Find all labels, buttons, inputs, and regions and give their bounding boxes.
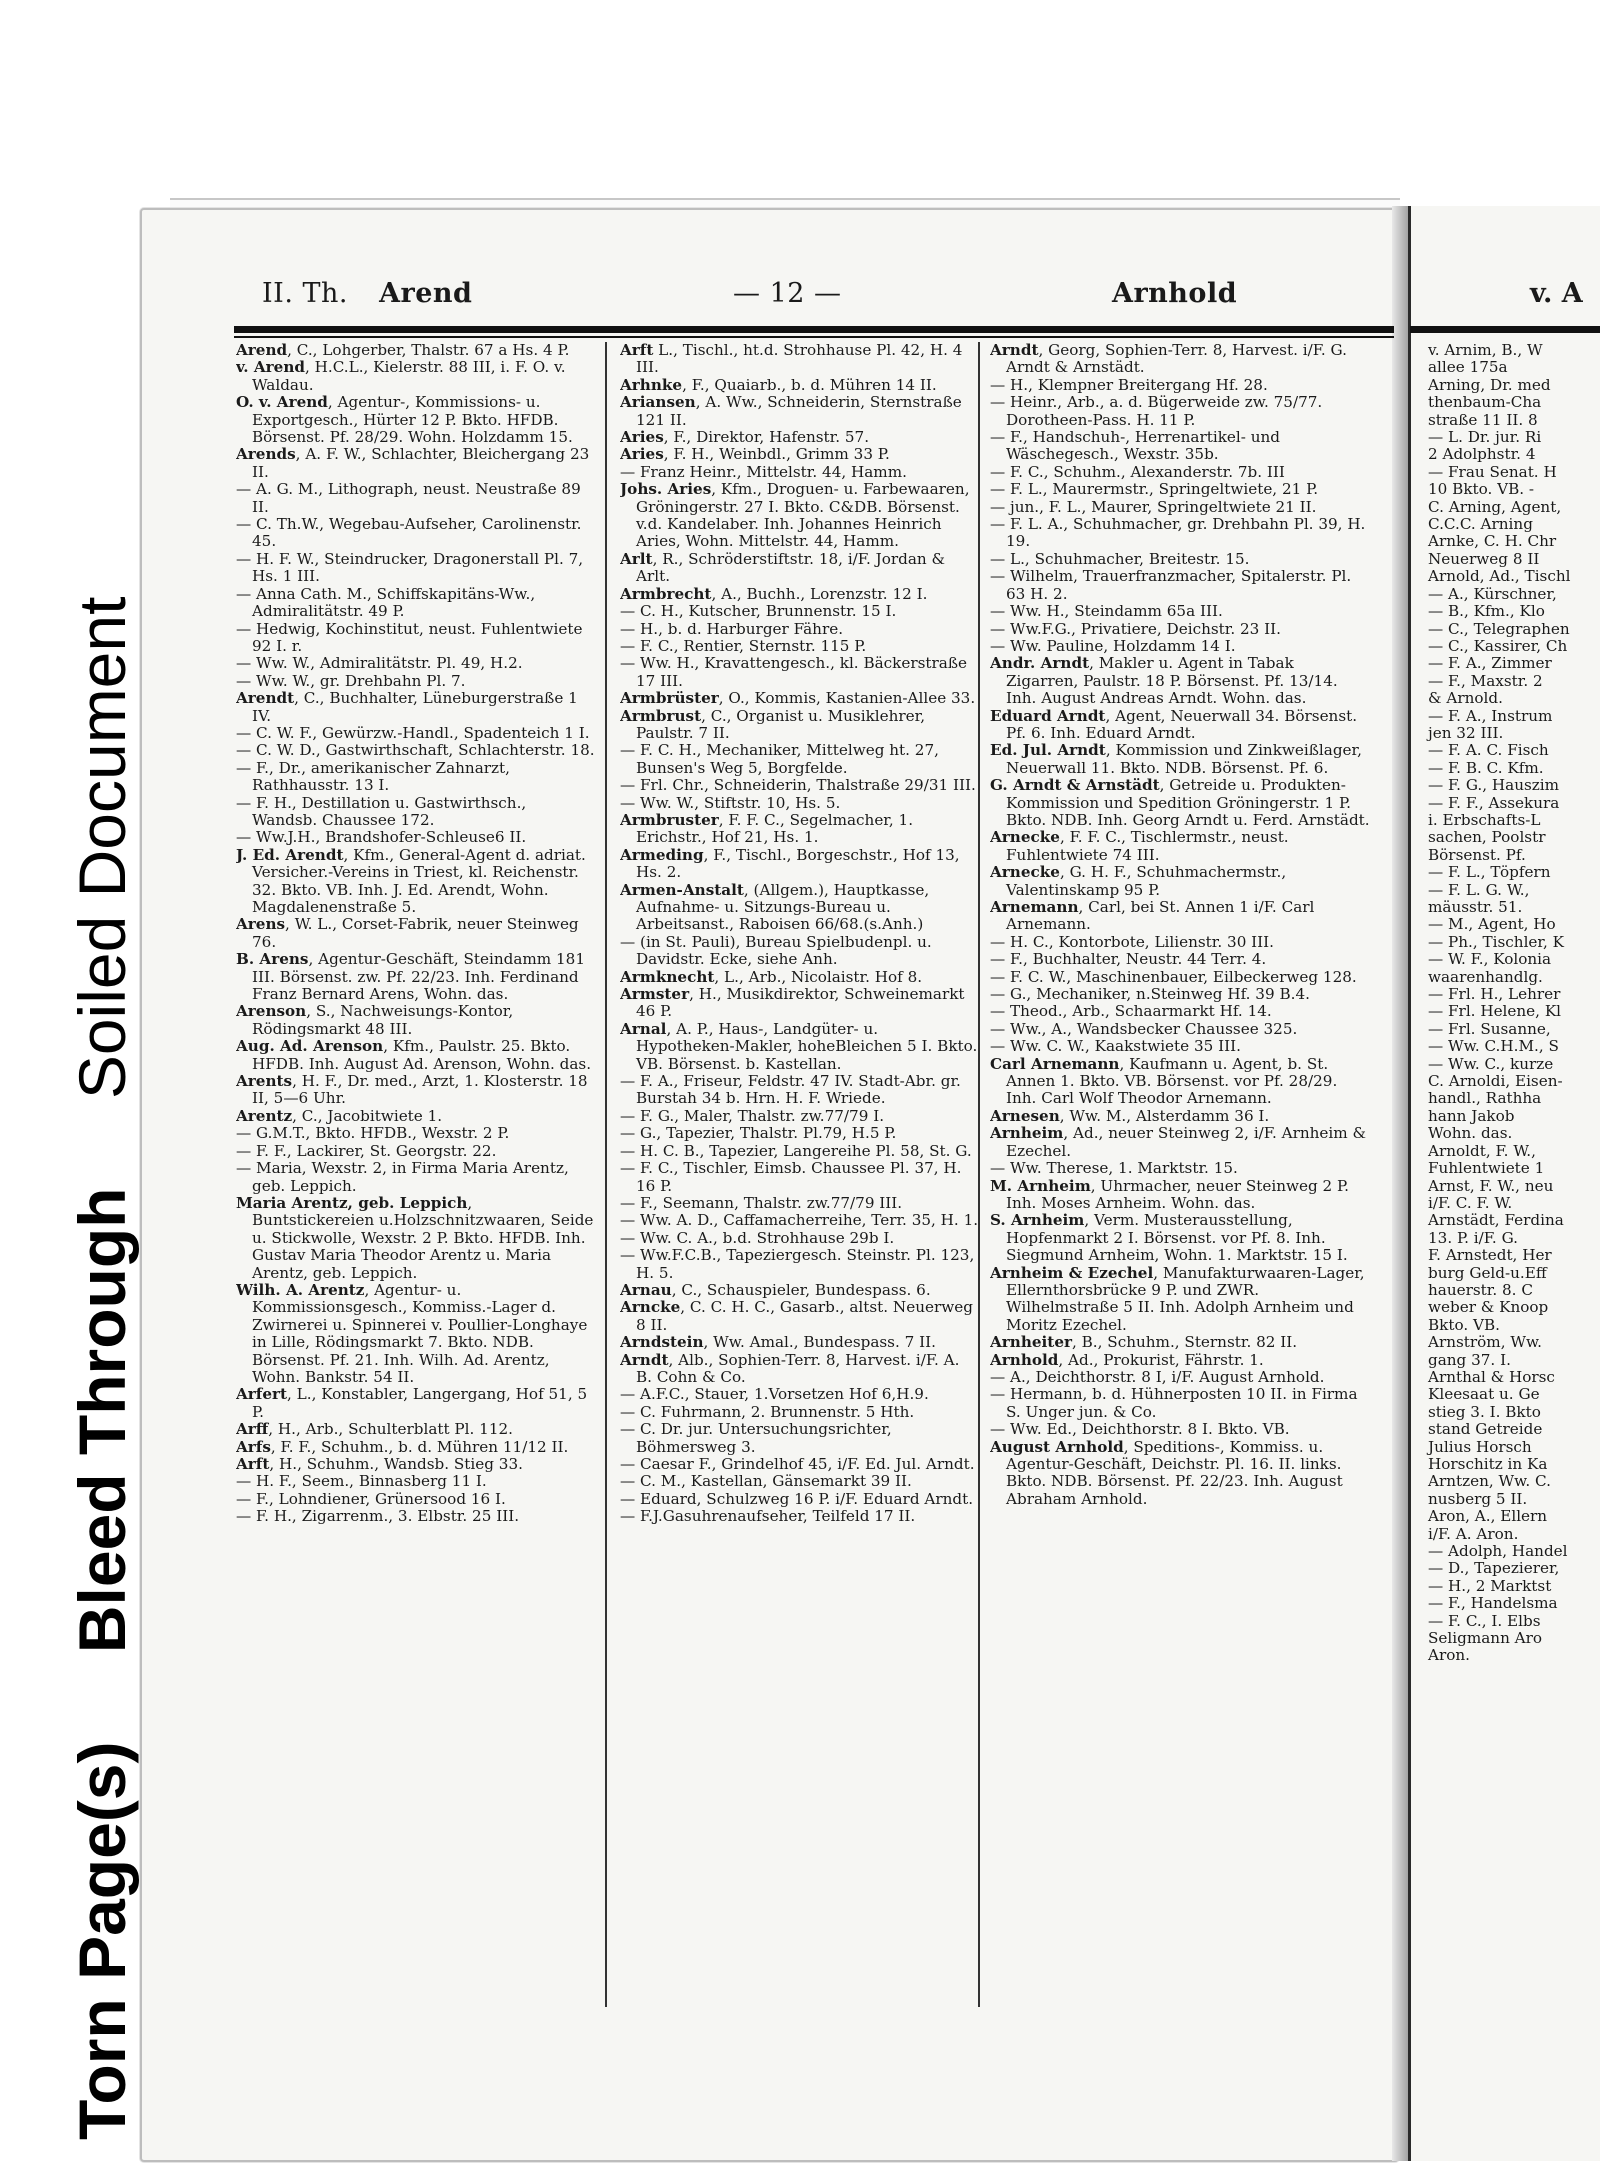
adjacent-line: Arnst, F. W., neu xyxy=(1428,1176,1554,1195)
directory-entry: — Ww. A. D., Caffamacherreihe, Terr. 35, H. 1. xyxy=(620,1211,979,1230)
directory-entry: — F. A., Friseur, Feldstr. 47 IV. Stadt-Abr. gr. Burstah 34 b. Hrn. H. F. Wriede. xyxy=(620,1072,961,1108)
directory-entry: — F. H., Destillation u. Gastwirthsch., Wandsb. Chaussee 172. xyxy=(236,793,527,829)
adjacent-line: Arnström, Ww. xyxy=(1428,1333,1543,1352)
directory-entry: Armbrüster, O., Kommis, Kastanien-Allee 33. xyxy=(620,689,976,708)
directory-entry: Arends, A. F. W., Schlachter, Bleichergang 23 II. xyxy=(236,445,590,481)
directory-entry: — H., Klempner Breitergang Hf. 28. xyxy=(990,375,1268,394)
directory-entry: — Ww. W., Admiralitätstr. Pl. 49, H.2. xyxy=(236,654,523,673)
directory-entry: — C. M., Kastellan, Gänsemarkt 39 II. xyxy=(620,1472,912,1491)
adjacent-line: Arnthal & Horsc xyxy=(1428,1367,1555,1386)
directory-entry: Arndt, Georg, Sophien-Terr. 8, Harvest. i/F. G. Arndt & Arnstädt. xyxy=(990,342,1347,377)
directory-entry: — Hedwig, Kochinstitut, neust. Fuhlentwiete 92 I. r. xyxy=(236,619,583,655)
directory-entry: v. Arend, H.C.L., Kielerstr. 88 III, i. F. O. v. Waldau. xyxy=(236,358,566,394)
directory-entry: Arft L., Tischl., ht.d. Strohhause Pl. 42, H. 4 III. xyxy=(620,342,963,377)
directory-entry: Arendt, C., Buchhalter, Lüneburgerstraße 1 IV. xyxy=(236,689,578,725)
directory-entry: Arents, H. F., Dr. med., Arzt, 1. Klosterstr. 18 II, 5—6 Uhr. xyxy=(236,1072,588,1108)
adjacent-line: allee 175a xyxy=(1428,358,1508,377)
adjacent-line: C.C.C. Arning xyxy=(1428,515,1533,534)
directory-entry: — C. Th.W., Wegebau-Aufseher, Carolinenstr. 45. xyxy=(236,515,582,551)
column-3 xyxy=(990,342,1370,2007)
directory-entry: August Arnhold, Speditions-, Kommiss. u. Agentur-Geschäft, Deichstr. Pl. 16. II. links. Bkto. NDB. Börsenst. Pf. 22/23. Inh. August Abraham Arnhold. xyxy=(990,1437,1343,1508)
adjacent-line: burg Geld-u.Eff xyxy=(1428,1263,1547,1282)
adjacent-line: Kleesaat u. Ge xyxy=(1428,1385,1540,1404)
directory-entry: — H. F., Seem., Binnasberg 11 I. xyxy=(236,1472,487,1491)
directory-entry: — Hermann, b. d. Hühnerposten 10 II. in Firma S. Unger jun. & Co. xyxy=(990,1385,1358,1421)
directory-entry: B. Arens, Agentur-Geschäft, Steindamm 181 III. Börsenst. zw. Pf. 22/23. Inh. Ferdinand Franz Bernard Arens, Wohn. das. xyxy=(236,950,586,1004)
directory-entry: Arft, H., Schuhm., Wandsb. Stieg 33. xyxy=(236,1455,523,1473)
directory-entry: — Ww. H., Kravattengesch., kl. Bäckerstraße 17 III. xyxy=(620,654,967,690)
directory-entry: — Heinr., Arb., a. d. Bügerweide zw. 75/77. Dorotheen-Pass. H. 11 P. xyxy=(990,393,1323,429)
adjacent-line: i. Erbschafts-L xyxy=(1428,810,1541,829)
adjacent-line: — F. A. C. Fisch xyxy=(1428,741,1549,760)
adjacent-line: Wohn. das. xyxy=(1428,1124,1513,1143)
column-2 xyxy=(620,342,980,2007)
directory-entry: Ed. Jul. Arndt, Kommission und Zinkweißlager, Neuerwall 11. Bkto. NDB. Börsenst. Pf. 6. xyxy=(990,741,1362,777)
adjacent-line: Arnoldt, F. W., xyxy=(1428,1141,1536,1160)
directory-entry: Arnesen, Ww. M., Alsterdamm 36 I. xyxy=(990,1106,1270,1125)
directory-entry: — F. C., Tischler, Eimsb. Chaussee Pl. 37, H. 16 P. xyxy=(620,1159,962,1195)
adjacent-line: Seligmann Aro xyxy=(1428,1629,1543,1648)
adjacent-line: Börsenst. Pf. xyxy=(1428,845,1526,864)
directory-entry: Arend, C., Lohgerber, Thalstr. 67 a Hs. 4 P. xyxy=(236,342,570,359)
soiled-document-label: Soiled Document xyxy=(65,596,139,1100)
adjacent-line: — Ww. C., kurze xyxy=(1428,1054,1554,1073)
directory-entry: — (in St. Pauli), Bureau Spielbudenpl. u. Davidstr. Ecke, siehe Anh. xyxy=(620,932,932,969)
directory-entry: Armeding, F., Tischl., Borgeschstr., Hof 13, Hs. 2. xyxy=(620,845,960,882)
directory-entry: Wilh. A. Arentz, Agentur- u. Kommissionsgesch., Kommiss.-Lager d. Zwirnerei u. Spinnerei v. Poullier-Longhaye in Lille, Rödingsmarkt 7. Bkto. NDB. Börsenst. Pf. 21. Inh. Wilh. Ad. Arentz, Wohn. Bankstr. 54 II. xyxy=(236,1280,588,1386)
directory-entry: — Ww.F.G., Privatiere, Deichstr. 23 II. xyxy=(990,619,1281,638)
adjacent-line: v. Arnim, B., W xyxy=(1428,341,1543,359)
directory-entry: S. Arnheim, Verm. Musterausstellung, Hopfenmarkt 2 I. Börsenst. vor Pf. 8. Inh. Siegmund Arnheim, Wohn. 1. Marktstr. 15 I. xyxy=(990,1211,1348,1265)
adjacent-line: Horschitz in Ka xyxy=(1428,1455,1548,1473)
adjacent-line: — Adolph, Handel xyxy=(1428,1542,1568,1561)
adjacent-line: i/F. A. Aron. xyxy=(1428,1524,1519,1543)
adjacent-line: — C., Kassirer, Ch xyxy=(1428,636,1568,655)
directory-entry: Arlt, R., Schröderstiftstr. 18, i/F. Jordan & Arlt. xyxy=(620,549,946,586)
condition-stamp xyxy=(62,290,142,2140)
directory-entry: Arfert, L., Konstabler, Langergang, Hof 51, 5 P. xyxy=(236,1385,588,1421)
adjacent-line: — B., Kfm., Klo xyxy=(1428,602,1545,621)
directory-entry: Arndt, Alb., Sophien-Terr. 8, Harvest. i/F. A. B. Cohn & Co. xyxy=(620,1350,960,1386)
adjacent-line: Arnold, Ad., Tischl xyxy=(1428,567,1571,586)
adjacent-line: Arntzen, Ww. C. xyxy=(1428,1472,1551,1491)
directory-entry: — L., Schuhmacher, Breitestr. 15. xyxy=(990,549,1250,568)
left-catchword: Arend xyxy=(379,278,473,309)
adjacent-line: Bkto. VB. xyxy=(1428,1315,1500,1334)
torn-pages-label: Torn Page(s) xyxy=(65,1741,139,2140)
running-head-left xyxy=(262,278,472,309)
directory-entry: — Ww., A., Wandsbecker Chaussee 325. xyxy=(990,1019,1298,1038)
adjacent-line: — Frl. Susanne, xyxy=(1428,1019,1551,1038)
adjacent-line: weber & Knoop xyxy=(1428,1298,1549,1317)
adjacent-line: — A., Kürschner, xyxy=(1428,584,1557,603)
directory-entry: Armen-Anstalt, (Allgem.), Hauptkasse, Aufnahme- u. Sitzungs-Bureau u. Arbeitsanst., Raboisen 66/68.(s.Anh.) xyxy=(620,880,930,934)
directory-entry: — F., Dr., amerikanischer Zahnarzt, Rathhausstr. 13 I. xyxy=(236,758,510,795)
directory-entry: — Ww.F.C.B., Tapeziergesch. Steinstr. Pl. 123, H. 5. xyxy=(620,1246,975,1282)
adjacent-line: C. Arning, Agent, xyxy=(1428,497,1562,516)
directory-entry: Arff, H., Arb., Schulterblatt Pl. 112. xyxy=(236,1420,513,1439)
adjacent-line: sachen, Poolstr xyxy=(1428,828,1546,847)
header-rule-thin xyxy=(234,336,1394,338)
directory-entry: Arnheiter, B., Schuhm., Sternstr. 82 II. xyxy=(990,1333,1298,1352)
directory-entry: J. Ed. Arendt, Kfm., General-Agent d. adriat. Versicher.-Vereins in Triest, kl. Reichenstr. 32. Bkto. VB. Inh. J. Ed. Arendt, Wohn. Magdalenenstraße 5. xyxy=(236,845,586,916)
directory-entry: — F. L., Maurermstr., Springeltwiete, 21 P. xyxy=(990,480,1319,499)
part-label: II. Th. xyxy=(262,278,348,309)
adjacent-line: — M., Agent, Ho xyxy=(1428,915,1556,934)
directory-entry: Eduard Arndt, Agent, Neuerwall 34. Börsenst. Pf. 6. Inh. Eduard Arndt. xyxy=(990,706,1358,742)
directory-entry: Arfs, F. F., Schuhm., b. d. Mühren 11/12 II. xyxy=(236,1437,569,1456)
directory-entry: — Ww. Pauline, Holzdamm 14 I. xyxy=(990,636,1236,655)
adjacent-line: 10 Bkto. VB. - xyxy=(1428,480,1535,499)
directory-entry: Arndstein, Ww. Amal., Bundespass. 7 II. xyxy=(620,1333,936,1352)
directory-entry: — Theod., Arb., Schaarmarkt Hf. 14. xyxy=(990,1002,1272,1021)
adjacent-line: — F., Handelsma xyxy=(1428,1594,1558,1613)
adjacent-page-head: v. A xyxy=(1530,278,1583,309)
directory-entry: Arnau, C., Schauspieler, Bundespass. 6. xyxy=(620,1280,931,1299)
adjacent-line: — F. A., Instrum xyxy=(1428,706,1553,725)
directory-entry: Maria Arentz, geb. Leppich, Buntstickereien u.Holzschnitzwaaren, Seide u. Stickwolle, Wexstr. 2 P. Bkto. HFDB. Inh. Gustav Maria Theodor Arentz u. Maria Arentz, geb. Leppich. xyxy=(236,1193,594,1282)
adjacent-line: Julius Horsch xyxy=(1428,1437,1532,1456)
directory-entry: — F. H., Zigarrenm., 3. Elbstr. 25 III. xyxy=(236,1507,520,1526)
adjacent-line: — C., Telegraphen xyxy=(1428,619,1570,638)
directory-entry: — F. C., Rentier, Sternstr. 115 P. xyxy=(620,636,867,655)
page-number: — 12 — xyxy=(733,278,842,309)
adjacent-line: — D., Tapezierer, xyxy=(1428,1559,1560,1578)
directory-entry: Armbrecht, A., Buchh., Lorenzstr. 12 I. xyxy=(620,584,928,603)
adjacent-line: handl., Rathha xyxy=(1428,1089,1542,1108)
directory-entry: — C. Fuhrmann, 2. Brunnenstr. 5 Hth. xyxy=(620,1402,915,1421)
adjacent-line: — F. C., I. Elbs xyxy=(1428,1611,1541,1630)
directory-entry: Ariansen, A. Ww., Schneiderin, Sternstraße 121 II. xyxy=(620,393,962,429)
directory-entry: — Ww. Therese, 1. Marktstr. 15. xyxy=(990,1159,1238,1178)
adjacent-line: — Frau Senat. H xyxy=(1428,462,1557,481)
directory-entry: Arncke, C. C. H. C., Gasarb., altst. Neuerweg 8 II. xyxy=(620,1298,973,1334)
directory-entry: — F., Seemann, Thalstr. zw.77/79 III. xyxy=(620,1193,903,1212)
directory-entry: — Ww. C. W., Kaakstwiete 35 III. xyxy=(990,1037,1241,1056)
adjacent-line: Aron. xyxy=(1428,1646,1470,1665)
directory-entry: — A. G. M., Lithograph, neust. Neustraße 89 II. xyxy=(236,480,581,516)
directory-entry: Arenson, S., Nachweisungs-Kontor, Rödingsmarkt 48 III. xyxy=(236,1002,514,1038)
adjacent-line: 13. P. i/F. G. xyxy=(1428,1228,1518,1247)
directory-entry: Arnheim & Ezechel, Manufakturwaaren-Lager, Ellernthorsbrücke 9 P. und ZWR. Wilhelmstraße 5 II. Inh. Adolph Arnheim und Moritz Ezechel. xyxy=(990,1263,1365,1334)
header-rule xyxy=(234,326,1394,333)
adjacent-line: — H., 2 Marktst xyxy=(1428,1576,1552,1595)
directory-entry: — F., Handschuh-, Herrenartikel- und Wäschegesch., Wexstr. 35b. xyxy=(990,428,1280,464)
directory-entry: — G., Tapezier, Thalstr. Pl.79, H.5 P. xyxy=(620,1124,897,1143)
directory-entry: Armbrust, C., Organist u. Musiklehrer, Paulstr. 7 II. xyxy=(620,706,926,742)
directory-entry: — Wilhelm, Trauerfranzmacher, Spitalerstr. Pl. 63 H. 2. xyxy=(990,567,1352,603)
directory-entry: — Frl. Chr., Schneiderin, Thalstraße 29/31 III. xyxy=(620,776,976,795)
directory-entry: — G.M.T., Bkto. HFDB., Wexstr. 2 P. xyxy=(236,1124,510,1143)
directory-entry: Arnheim, Ad., neuer Steinweg 2, i/F. Arnheim & Ezechel. xyxy=(990,1124,1367,1160)
adjacent-line: — Frl. Helene, Kl xyxy=(1428,1002,1562,1021)
adjacent-line: Aron, A., Ellern xyxy=(1428,1507,1548,1526)
directory-entry: Armbruster, F. F. C., Segelmacher, 1. Erichstr., Hof 21, Hs. 1. xyxy=(620,810,914,847)
adjacent-line: — F., Maxstr. 2 xyxy=(1428,671,1543,690)
directory-entry: — Franz Heinr., Mittelstr. 44, Hamm. xyxy=(620,462,907,481)
directory-entry: Arentz, C., Jacobitwiete 1. xyxy=(236,1106,443,1125)
directory-entry: — Ww.J.H., Brandshofer-Schleuse6 II. xyxy=(236,828,527,847)
adjacent-line: Fuhlentwiete 1 xyxy=(1428,1159,1545,1178)
directory-entry: — C. W. D., Gastwirthschaft, Schlachterstr. 18. xyxy=(236,741,595,760)
directory-entry: M. Arnheim, Uhrmacher, neuer Steinweg 2 P. Inh. Moses Arnheim. Wohn. das. xyxy=(990,1176,1349,1212)
directory-entry: Arhnke, F., Quaiarb., b. d. Mühren 14 II. xyxy=(620,375,937,394)
directory-entry: — H. C., Kontorbote, Lilienstr. 30 III. xyxy=(990,932,1275,951)
directory-entry: O. v. Arend, Agentur-, Kommissions- u. Exportgesch., Hürter 12 P. Bkto. HFDB. Börsenst. Pf. 28/29. Wohn. Holzdamm 15. xyxy=(236,393,573,447)
directory-entry: — Ww. W., gr. Drehbahn Pl. 7. xyxy=(236,671,466,690)
directory-entry: — F. F., Lackirer, St. Georgstr. 22. xyxy=(236,1141,497,1160)
directory-entry: — Ww. W., Stiftstr. 10, Hs. 5. xyxy=(620,793,841,812)
directory-entry: — Ww. H., Steindamm 65a III. xyxy=(990,602,1223,621)
adjacent-line: jen 32 III. xyxy=(1428,723,1504,742)
adjacent-line: — L. Dr. jur. Ri xyxy=(1428,428,1542,447)
directory-entry: — F. G., Maler, Thalstr. zw.77/79 I. xyxy=(620,1106,885,1125)
directory-entry: — C. H., Kutscher, Brunnenstr. 15 I. xyxy=(620,602,897,621)
directory-entry: Armknecht, L., Arb., Nicolaistr. Hof 8. xyxy=(620,967,923,986)
directory-entry: — A.F.C., Stauer, 1.Vorsetzen Hof 6,H.9. xyxy=(620,1385,929,1404)
adjacent-line: — F. G., Hauszim xyxy=(1428,776,1560,795)
adjacent-line: — F. L. G. W., xyxy=(1428,880,1530,899)
directory-entry: Arnecke, G. H. F., Schuhmachermstr., Valentinskamp 95 P. xyxy=(990,863,1287,899)
adjacent-line: C. Arnoldi, Eisen- xyxy=(1428,1072,1563,1091)
bleed-through-label: Bleed Through xyxy=(65,1187,139,1654)
adjacent-line: — F. A., Zimmer xyxy=(1428,654,1552,673)
directory-entry: — Ww. C. A., b.d. Strohhause 29b I. xyxy=(620,1228,895,1247)
column-divider xyxy=(978,342,980,2007)
directory-entry: Carl Arnemann, Kaufmann u. Agent, b. St. Annen 1. Bkto. VB. Börsenst. vor Pf. 28/29. Inh. Carl Wolf Theodor Arnemann. xyxy=(990,1054,1338,1108)
adjacent-line: Neuerweg 8 II xyxy=(1428,549,1540,568)
directory-entry: Andr. Arndt, Makler u. Agent in Tabak Zigarren, Paulstr. 18 P. Börsenst. Pf. 13/14. Inh. August Andreas Arndt. Wohn. das. xyxy=(990,654,1338,708)
adjacent-line: — F. F., Assekura xyxy=(1428,793,1560,812)
directory-entry: Aries, F. H., Weinbdl., Grimm 33 P. xyxy=(620,445,890,464)
adjacent-line: hann Jakob xyxy=(1428,1106,1515,1125)
directory-entry: — F. L. A., Schuhmacher, gr. Drehbahn Pl. 39, H. 19. xyxy=(990,515,1366,551)
directory-entry: — Caesar F., Grindelhof 45, i/F. Ed. Jul. Arndt. xyxy=(620,1455,975,1473)
directory-entry: Johs. Aries, Kfm., Droguen- u. Farbewaaren, Gröningerstr. 27 I. Bkto. C&DB. Börsenst. v.d. Kandelaber. Inh. Johannes Heinrich Aries, Wohn. Mittelstr. 44, Hamm. xyxy=(620,480,970,551)
adjacent-line: — F. B. C. Kfm. xyxy=(1428,758,1544,777)
adjacent-line: — W. F., Kolonia xyxy=(1428,950,1552,969)
column-divider xyxy=(605,342,607,2007)
adjacent-line: stand Getreide xyxy=(1428,1420,1543,1439)
directory-entry: G. Arndt & Arnstädt, Getreide u. Produkten-Kommission und Spedition Gröningerstr. 1 P. Bkto. NDB. Inh. Georg Arndt u. Ferd. Arnstädt. xyxy=(990,776,1370,829)
adjacent-line: mäusstr. 51. xyxy=(1428,898,1523,916)
adjacent-line: i/F. C. F. W. xyxy=(1428,1193,1513,1212)
directory-entry: — H. C. B., Tapezier, Langereihe Pl. 58, St. G. xyxy=(620,1141,972,1160)
directory-entry: Arnhold, Ad., Prokurist, Fährstr. 1. xyxy=(990,1350,1264,1369)
column-1 xyxy=(236,342,596,2007)
adjacent-line: straße 11 II. 8 xyxy=(1428,410,1538,429)
directory-entry: — F. C. W., Maschinenbauer, Eilbeckerweg 128. xyxy=(990,967,1357,986)
adjacent-line: & Arnold. xyxy=(1428,689,1503,708)
directory-entry: — A., Deichthorstr. 8 I, i/F. August Arnhold. xyxy=(990,1367,1325,1386)
directory-entry: — Anna Cath. M., Schiffskapitäns-Ww., Admiralitätstr. 49 P. xyxy=(236,584,536,621)
adjacent-line: — Ph., Tischler, K xyxy=(1428,932,1565,951)
adjacent-line: 2 Adolphstr. 4 xyxy=(1428,445,1536,464)
directory-entry: Aries, F., Direktor, Hafenstr. 57. xyxy=(620,428,870,447)
directory-entry: Arnecke, F. F. C., Tischlermstr., neust. Fuhlentwiete 74 III. xyxy=(990,828,1289,864)
adjacent-line: waarenhandlg. xyxy=(1428,967,1543,986)
directory-entry: Armster, H., Musikdirektor, Schweinemarkt 46 P. xyxy=(620,985,965,1021)
adjacent-line: gang 37. I. xyxy=(1428,1350,1511,1369)
directory-entry: Arnemann, Carl, bei St. Annen 1 i/F. Carl Arnemann. xyxy=(990,898,1315,934)
directory-entry: — F.J.Gasuhrenaufseher, Teilfeld 17 II. xyxy=(620,1507,916,1526)
adjacent-line: hauerstr. 8. C xyxy=(1428,1280,1533,1299)
adjacent-line: nusberg 5 II. xyxy=(1428,1489,1528,1508)
adjacent-header-rule xyxy=(1410,326,1600,333)
directory-entry: — G., Mechaniker, n.Steinweg Hf. 39 B.4. xyxy=(990,985,1310,1004)
directory-entry: — F., Buchhalter, Neustr. 44 Terr. 4. xyxy=(990,950,1267,969)
adjacent-line: — Frl. H., Lehrer xyxy=(1428,985,1561,1004)
adjacent-page-column xyxy=(1428,342,1600,1665)
adjacent-line: stieg 3. I. Bkto xyxy=(1428,1402,1541,1421)
directory-entry: — Eduard, Schulzweg 16 P. i/F. Eduard Arndt. xyxy=(620,1489,974,1508)
directory-entry: — Ww. Ed., Deichthorstr. 8 I. Bkto. VB. xyxy=(990,1420,1290,1439)
adjacent-line: Arnke, C. H. Chr xyxy=(1428,532,1557,551)
right-catchword: Arnhold xyxy=(1112,278,1238,309)
directory-entry: Arens, W. L., Corset-Fabrik, neuer Steinweg 76. xyxy=(236,915,579,951)
directory-entry: Aug. Ad. Arenson, Kfm., Paulstr. 25. Bkto. HFDB. Inh. August Ad. Arenson, Wohn. das. xyxy=(236,1037,592,1073)
directory-entry: — F. C. H., Mechaniker, Mittelweg ht. 27, Bunsen's Weg 5, Borgfelde. xyxy=(620,741,939,777)
directory-entry: Arnal, A. P., Haus-, Landgüter- u. Hypotheken-Makler, hoheBleichen 5 I. Bkto. VB. Börsenst. b. Kastellan. xyxy=(620,1019,978,1073)
directory-entry: — F. C., Schuhm., Alexanderstr. 7b. III xyxy=(990,462,1285,481)
directory-entry: — H., b. d. Harburger Fähre. xyxy=(620,619,844,638)
directory-entry: — F., Lohndiener, Grünersood 16 I. xyxy=(236,1489,506,1508)
adjacent-line: — Ww. C.H.M., S xyxy=(1428,1037,1559,1056)
directory-entry: — C. Dr. jur. Untersuchungsrichter, Böhmersweg 3. xyxy=(620,1420,892,1456)
adjacent-line: Arning, Dr. med xyxy=(1428,375,1551,394)
directory-entry: — Maria, Wexstr. 2, in Firma Maria Arentz, geb. Leppich. xyxy=(236,1159,569,1195)
directory-entry: — jun., F. L., Maurer, Springeltwiete 21 II. xyxy=(990,497,1317,516)
adjacent-line: Arnstädt, Ferdina xyxy=(1428,1211,1564,1230)
adjacent-line: thenbaum-Cha xyxy=(1428,393,1542,412)
directory-entry: — H. F. W., Steindrucker, Dragonerstall Pl. 7, Hs. 1 III. xyxy=(236,549,584,586)
adjacent-line: F. Arnstedt, Her xyxy=(1428,1246,1552,1265)
directory-entry: — C. W. F., Gewürzw.-Handl., Spadenteich 1 I. xyxy=(236,723,590,742)
adjacent-line: — F. L., Töpfern xyxy=(1428,863,1551,882)
